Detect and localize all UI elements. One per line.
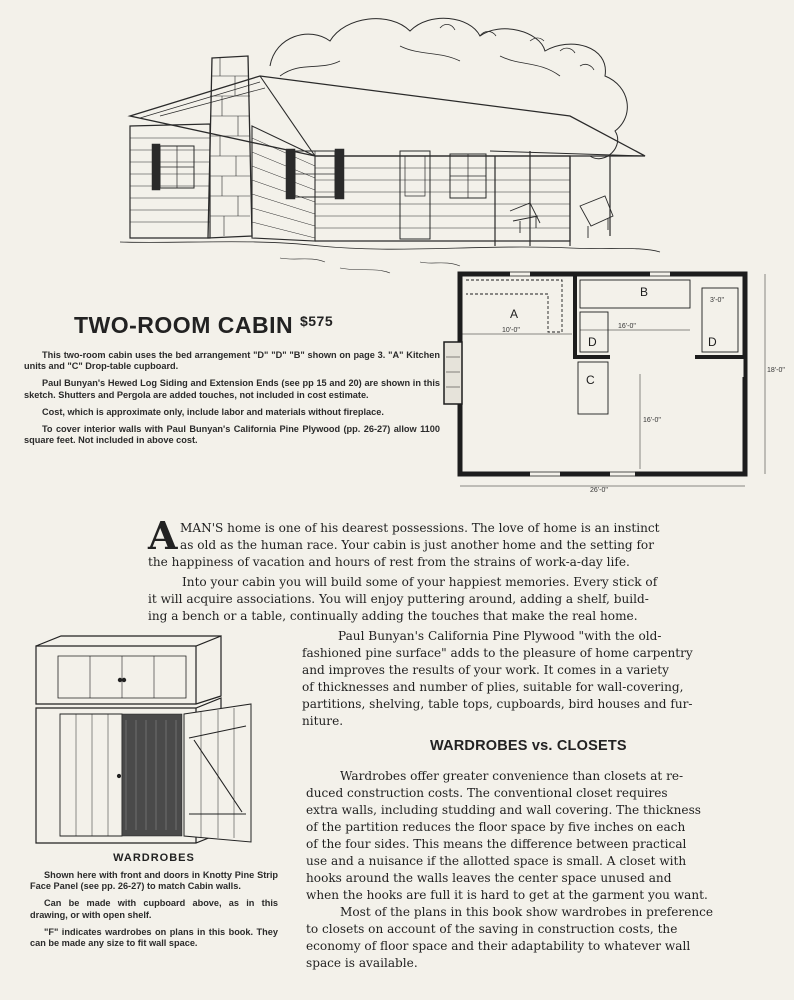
main-line: MAN'S home is one of his dearest possessions. The love of home is an instinct [180,521,660,535]
section-heading: WARDROBES vs. CLOSETS [430,738,627,754]
dim-26ft: 26'-0" [590,487,608,494]
dim-18ft: 18'-0" [767,367,785,374]
plan-label-d-left: D [588,335,597,349]
main-line: niture. [302,714,344,728]
main-line: Paul Bunyan's California Pine Plywood "with the old- [338,629,662,643]
plan-label-c: C [586,373,595,387]
section-line: duced construction costs. The conventional closet requires [306,786,668,800]
main-line: ing a bench or a table, continually adding the touches that make the real home. [148,609,638,623]
drop-cap: A [148,513,178,558]
dim-16ft-vert: 16'-0" [643,417,661,424]
section-line: hooks around the walls leaves the center space unused and [306,871,672,885]
wardrobe-paragraph: Can be made with cupboard above, as in this drawing, or with open shelf. [30,898,278,920]
section-line: Wardrobes offer greater convenience than closets at re- [340,769,684,783]
wardrobe-caption: WARDROBES [113,852,195,864]
title-price: $575 [299,313,334,329]
section-line: space is available. [306,956,418,970]
section-line: economy of floor space and their adaptability to whatever wall [306,939,691,953]
wardrobe-paragraph: Shown here with front and doors in Knotty Pine Strip Face Panel (see pp. 26-27) to match Cabin walls. [30,870,278,892]
intro-paragraph: Paul Bunyan's Hewed Log Siding and Extension Ends (see pp 15 and 20) are shown in this sketch. Shutters and Pergola are added touches, not included in cost estimate. [24,378,440,400]
plan-label-a: A [510,307,519,321]
main-line: partitions, shelving, table tops, cupboards, bird houses and fur- [302,697,693,711]
wardrobe-paragraph: "F" indicates wardrobes on plans in this book. They can be made any size to fit wall space. [30,926,278,949]
section-line: of the four sides. This means the difference between practical [306,837,687,851]
main-line: Into your cabin you will build some of your happiest memories. Every stick of [182,575,658,589]
section-line: to closets on account of the saving in construction costs, the [306,922,678,936]
intro-paragraph: To cover interior walls with Paul Bunyan's California Pine Plywood (pp. 26-27) allow 1100 square feet. Not included in above cost. [24,424,440,446]
plan-label-d-right: D [708,335,717,349]
plan-label-b: B [640,285,649,299]
intro-paragraph: Cost, which is approximate only, include labor and materials without fireplace. [42,406,384,417]
wardrobe-sketch [26,628,276,850]
intro-paragraph: This two-room cabin uses the bed arrangement "D" "D" "B" shown on page 3. "A" Kitchen units and "C" Drop-table cupboard. [24,350,440,372]
section-line: when the hooks are full it is hard to get at the garment you want. [306,888,708,902]
section-line: Most of the plans in this book show wardrobes in preference [340,905,714,919]
dim-3ft: 3'-0" [710,297,724,304]
main-line: fashioned pine surface" adds to the pleasure of home carpentry [302,646,693,660]
title-text: TWO-ROOM CABIN [74,312,294,338]
section-line: of the partition reduces the floor space by five inches on each [306,820,686,834]
main-line: as old as the human race. Your cabin is just another home and the setting for [180,538,654,552]
cabin-sketch [100,6,670,296]
dim-10ft: 10'-0" [502,327,520,334]
section-line: extra walls, including studding and wall covering. The thickness [306,803,701,817]
intro-block [24,350,440,452]
main-line: and improves the results of your work. It comes in a variety [302,663,669,677]
wardrobe-notes [30,870,278,955]
dim-16ft: 16'-0" [618,323,636,330]
main-line: the happiness of vacation and hours of rest from the strains of work-a-day life. [148,555,630,569]
section-line: use and a nuisance if the allotted space is small. A closet with [306,854,687,868]
main-line: of thicknesses and number of plies, suitable for wall-covering, [302,680,684,694]
page-title [74,312,333,339]
main-line: it will acquire associations. You will enjoy puttering around, adding a shelf, build- [148,592,649,606]
floor-plan [440,262,790,494]
